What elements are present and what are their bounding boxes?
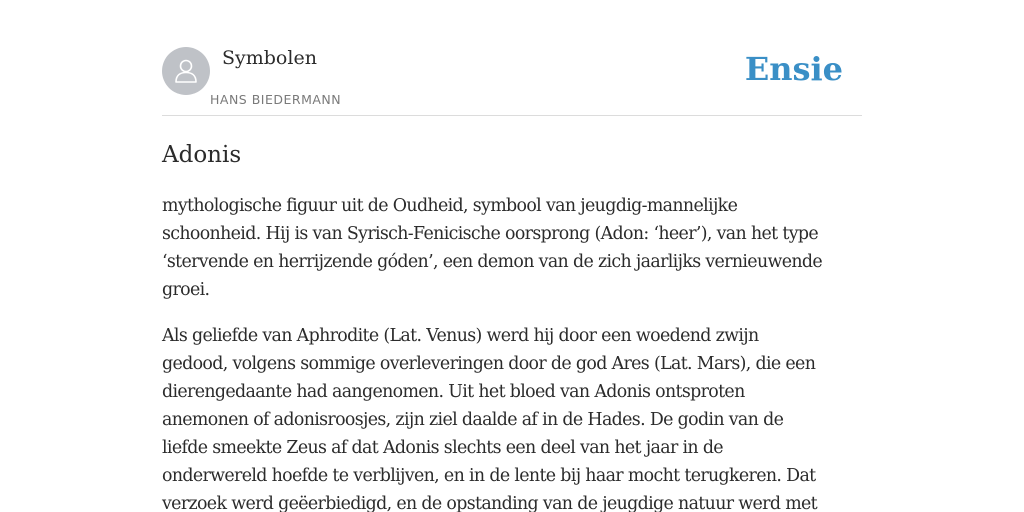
entry-body [162, 192, 862, 512]
author-name[interactable]: HANS BIEDERMANN [210, 92, 342, 107]
content-container [162, 0, 862, 512]
user-icon [171, 56, 201, 86]
header [162, 0, 862, 116]
text-line: schoonheid. Hij is van Syrisch-Fenicische oorsprong (Adon: ‘heer’), van het type [162, 224, 818, 244]
text-line: mythologische figuur uit de Oudheid, symbool van jeugdig-mannelijke [162, 196, 738, 216]
text-line: liefde smeekte Zeus af dat Adonis slechts een deel van het jaar in de [162, 438, 723, 458]
paragraph [162, 322, 862, 512]
brand-logo[interactable]: Ensie [744, 50, 843, 88]
text-line: dierengedaante had aangenomen. Uit het bloed van Adonis ontsproten [162, 382, 745, 402]
text-line: groei. [162, 280, 210, 300]
text-line: onderwereld hoefde te verblijven, en in de lente bij haar mocht terugkeren. Dat [162, 466, 816, 486]
avatar[interactable] [162, 47, 210, 95]
text-line: verzoek werd geëerbiedigd, en de opstanding van de jeugdige natuur werd met [162, 494, 818, 512]
text-line: ‘stervende en herrijzende góden’, een demon van de zich jaarlijks vernieuwende [162, 252, 823, 272]
text-line: anemonen of adonisroosjes, zijn ziel daalde af in de Hades. De godin van de [162, 410, 784, 430]
paragraph [162, 192, 862, 304]
entry-title: Adonis [162, 142, 242, 168]
book-title[interactable]: Symbolen [222, 47, 317, 69]
text-line: Als geliefde van Aphrodite (Lat. Venus) werd hij door een woedend zwijn [162, 326, 759, 346]
text-line: gedood, volgens sommige overleveringen door de god Ares (Lat. Mars), die een [162, 354, 816, 374]
